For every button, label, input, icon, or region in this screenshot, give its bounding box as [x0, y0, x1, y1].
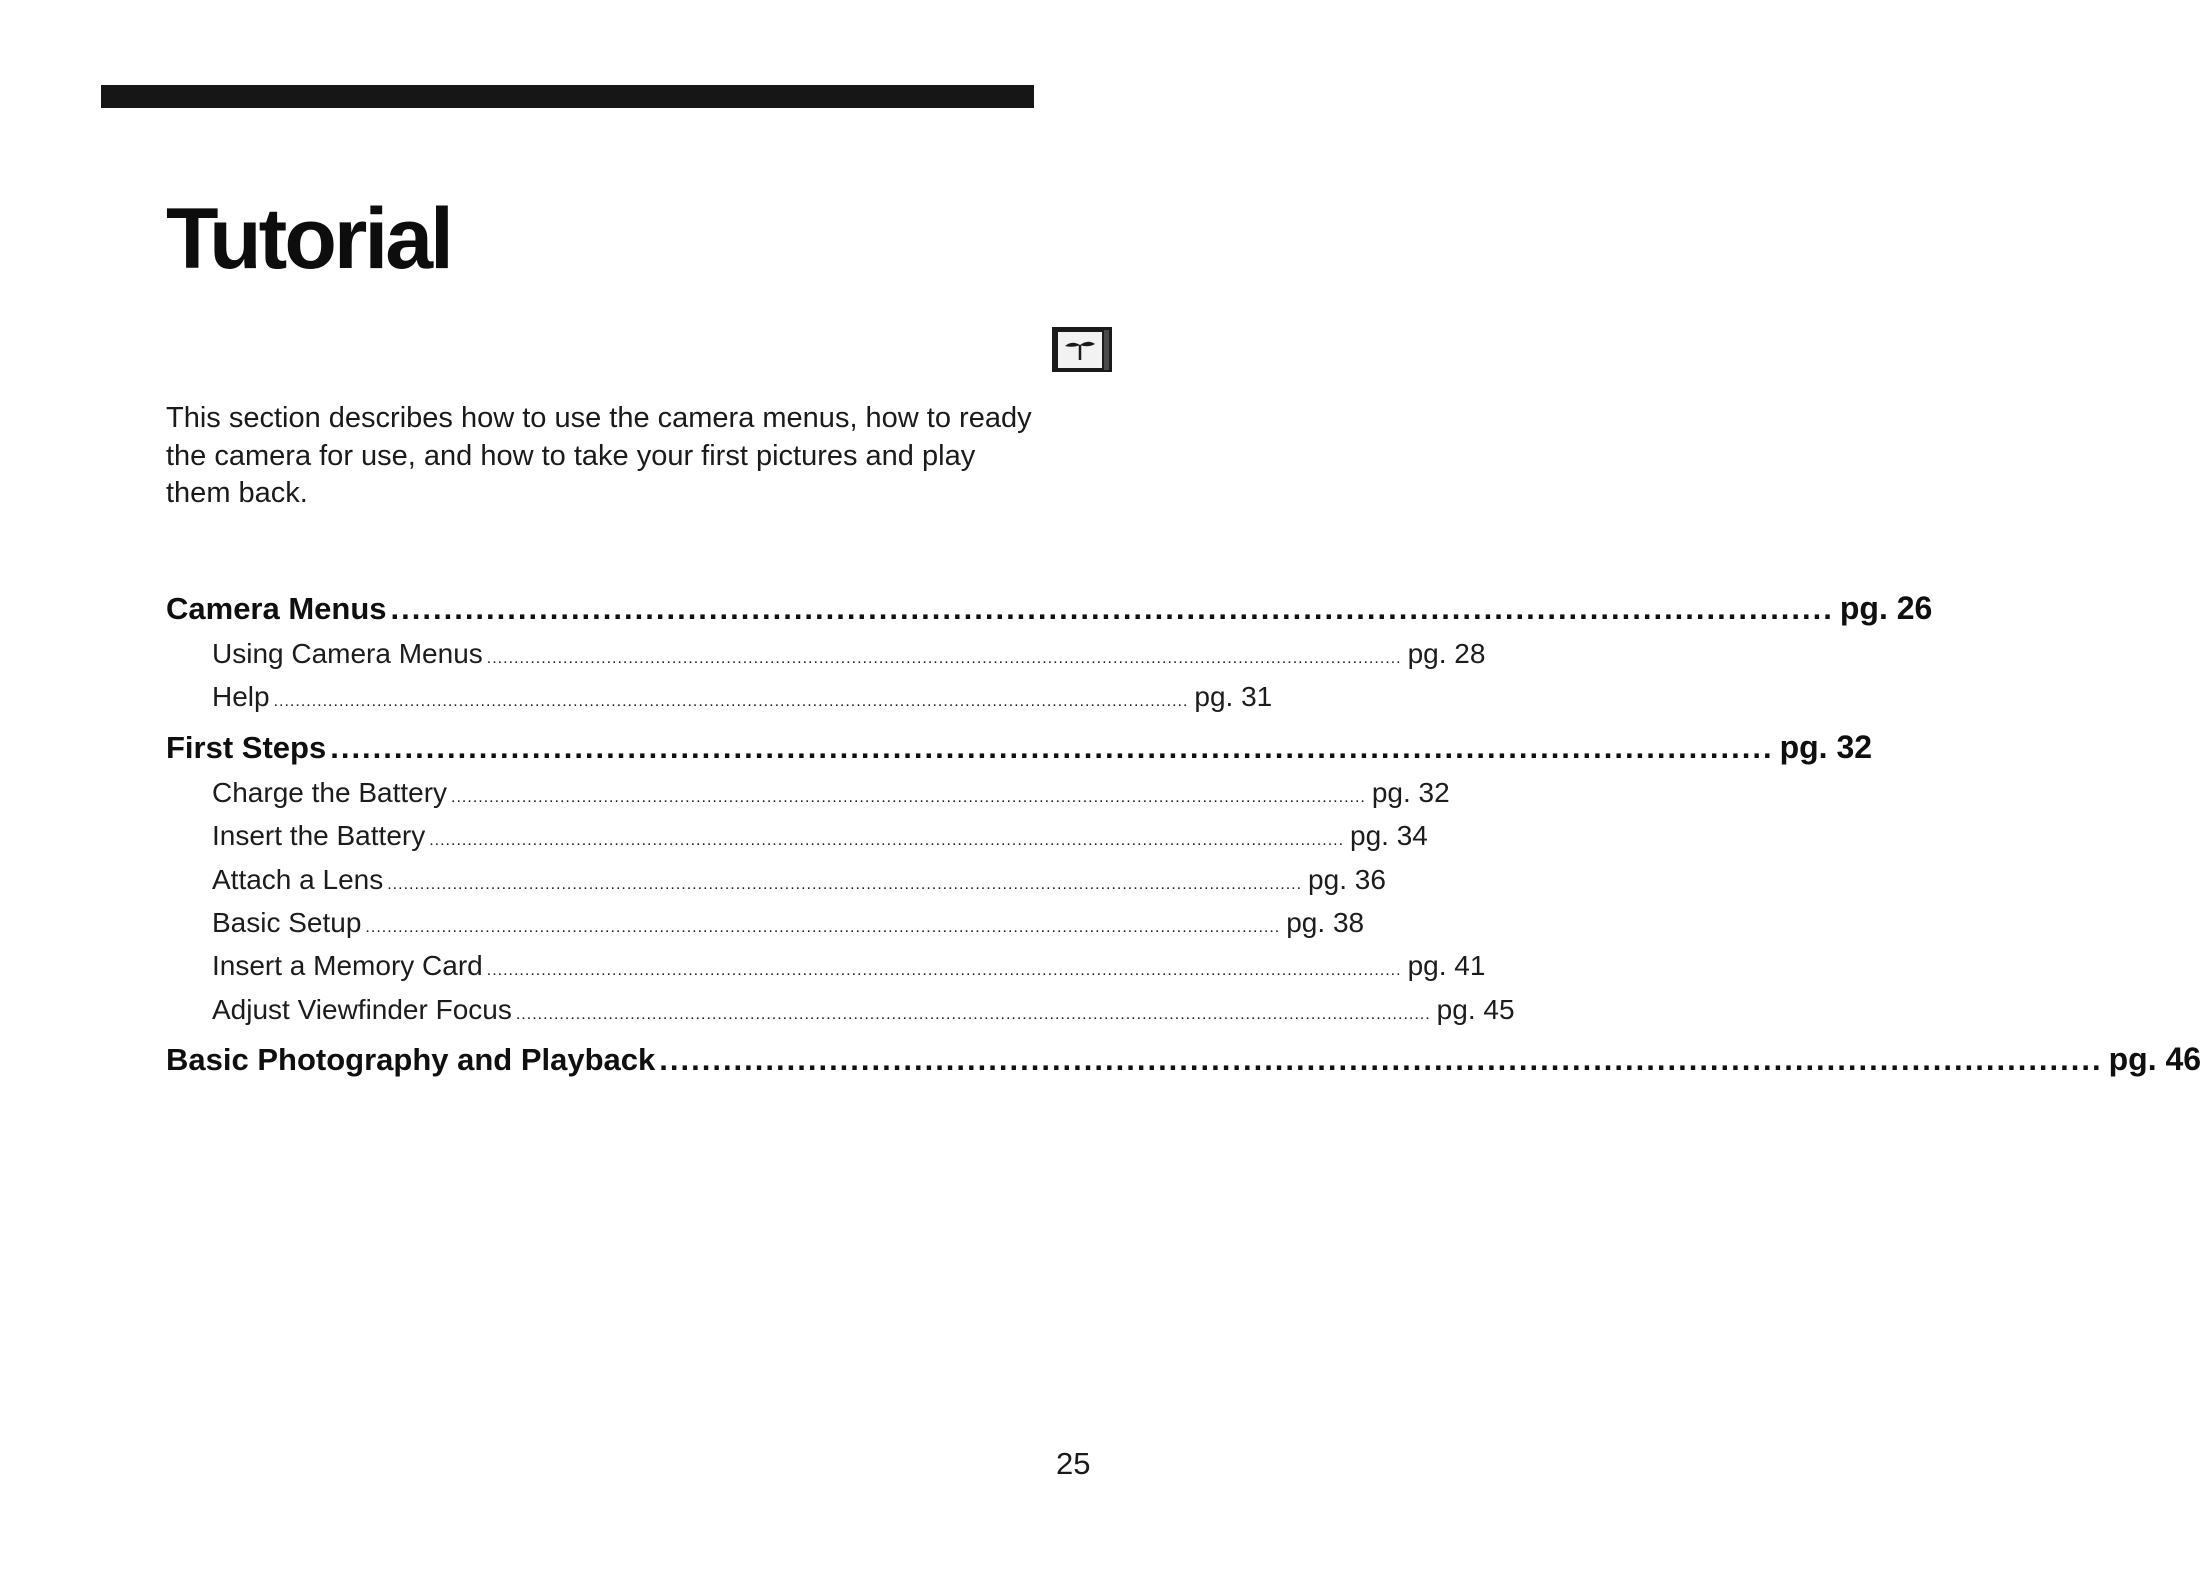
- beginner-leaf-icon: [1052, 327, 1112, 372]
- toc-item-page: pg. 36: [1308, 863, 1386, 895]
- toc-section-basic-photography-and-playback[interactable]: [166, 1035, 2201, 1083]
- toc-item-insert-the-battery[interactable]: [212, 814, 1428, 857]
- toc-item-page: pg. 34: [1350, 820, 1428, 852]
- dot-leader: ........................................................................................................................................................................: [273, 693, 1189, 711]
- intro-paragraph: This section describes how to use the camera menus, how to ready the camera for use, and how to take your first pictures and play them back.: [166, 402, 1032, 509]
- toc-section-label: Basic Photography and Playback: [166, 1042, 656, 1078]
- toc-section-first-steps[interactable]: [166, 723, 1873, 771]
- toc-item-label: Insert the Battery: [212, 820, 426, 852]
- toc-item-label: Charge the Battery: [212, 776, 448, 808]
- dot-leader: ........................................................................................................................................: [330, 729, 1774, 765]
- dot-leader: ........................................................................................................................................................................: [365, 918, 1281, 936]
- toc-section-label: Camera Menus: [166, 591, 387, 626]
- toc-item-page: pg. 41: [1407, 950, 1486, 982]
- page-title: Tutorial: [166, 191, 451, 287]
- dot-leader: ........................................................................................................................................................................: [429, 832, 1345, 850]
- toc-item-label: Insert a Memory Card: [212, 950, 483, 982]
- toc-item-insert-a-memory-card[interactable]: [212, 944, 1486, 987]
- toc-item-label: Using Camera Menus: [212, 638, 483, 669]
- toc-item-label: Attach a Lens: [212, 863, 384, 895]
- dot-leader: ........................................................................................................................................................................: [451, 788, 1366, 806]
- dot-leader: ........................................................................................................................................................................: [486, 962, 1402, 980]
- toc-item-help[interactable]: [212, 675, 1273, 718]
- dot-leader: ........................................................................................................................................: [659, 1042, 2103, 1078]
- toc-item-using-camera-menus[interactable]: [212, 632, 1486, 675]
- dot-leader: ........................................................................................................................................................................: [515, 1005, 1431, 1023]
- toc-section-page: pg. 32: [1779, 728, 1873, 765]
- toc-item-attach-a-lens[interactable]: [212, 858, 1386, 901]
- toc-item-page: pg. 28: [1407, 638, 1486, 669]
- dot-leader: ........................................................................................................................................................................: [387, 875, 1303, 893]
- toc-section-page: pg. 26: [1839, 590, 1933, 626]
- toc-item-page: pg. 31: [1194, 681, 1273, 713]
- toc-item-label: Basic Setup: [212, 906, 362, 938]
- toc-item-adjust-viewfinder-focus[interactable]: [212, 988, 1515, 1031]
- toc-section-camera-menus[interactable]: [166, 584, 1933, 632]
- toc-item-page: pg. 45: [1436, 993, 1515, 1025]
- dot-leader: ........................................................................................................................................: [390, 591, 1834, 626]
- toc-item-charge-the-battery[interactable]: [212, 771, 1450, 814]
- toc-item-page: pg. 32: [1371, 776, 1450, 808]
- toc-section-label: First Steps: [166, 729, 327, 765]
- toc-item-basic-setup[interactable]: [212, 901, 1365, 944]
- toc-item-label: Help: [212, 681, 270, 713]
- toc-section-page: pg. 46: [2108, 1041, 2201, 1078]
- toc-item-page: pg. 38: [1286, 906, 1365, 938]
- table-of-contents: [166, 584, 2201, 1083]
- dot-leader: ........................................................................................................................................................................: [486, 650, 1402, 667]
- toc-item-label: Adjust Viewfinder Focus: [212, 993, 512, 1025]
- page-number: 25: [1056, 1446, 1091, 1481]
- top-rule: [101, 85, 1034, 108]
